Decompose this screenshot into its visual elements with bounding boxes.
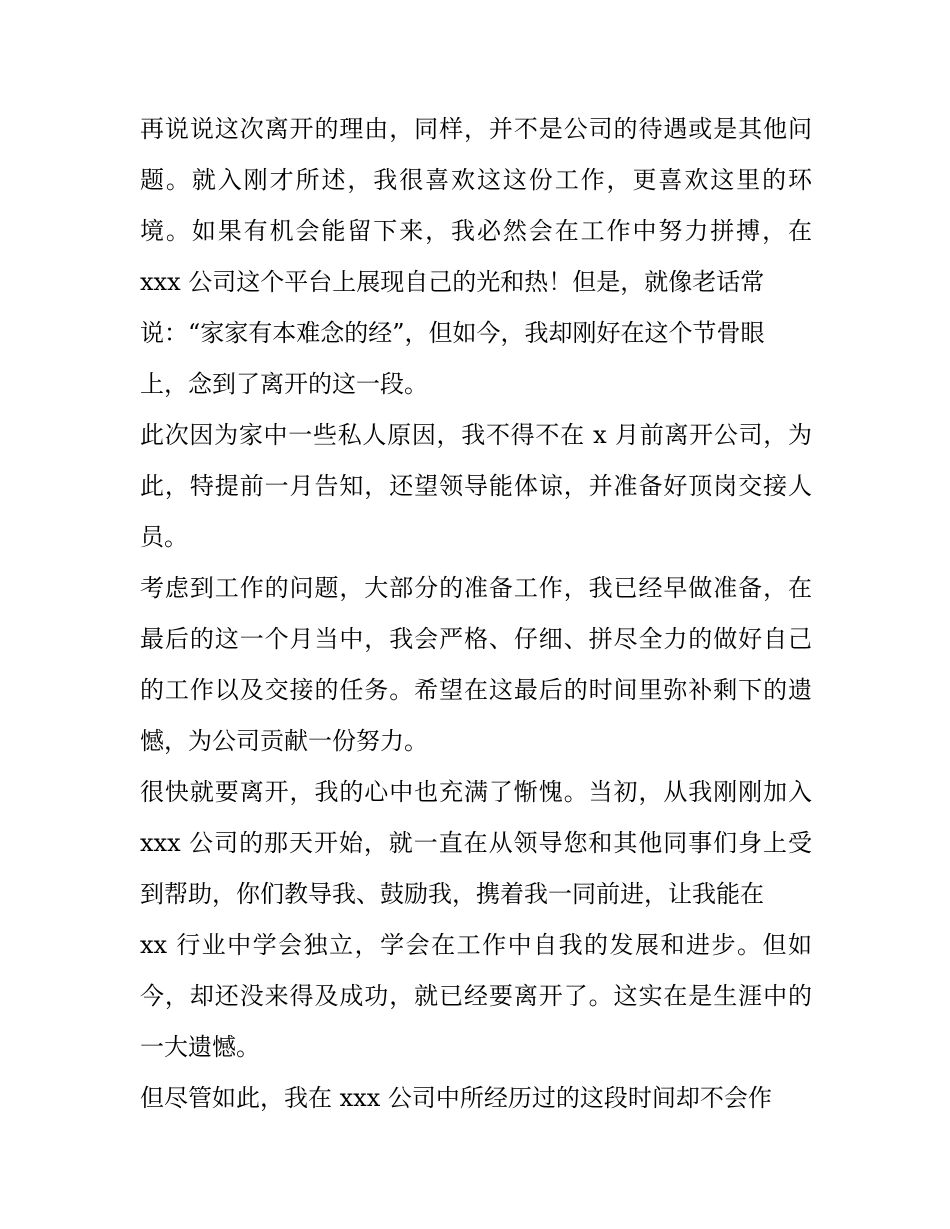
text-line: 此，特提前一月告知，还望领导能体谅，并准备好顶岗交接人 <box>140 472 812 500</box>
paragraph-1 <box>140 104 812 410</box>
paragraph-5 <box>140 1073 812 1124</box>
text-line: 最后的这一个月当中，我会严格、仔细、拼尽全力的做好自己 <box>140 625 812 653</box>
text-line: 很快就要离开，我的心中也充满了惭愧。当初，从我刚刚加入 <box>140 778 812 806</box>
text-line: 今，却还没来得及成功，就已经要离开了。这实在是生涯中的 <box>140 982 812 1010</box>
text-line: xxx 公司的那天开始，就一直在从领导您和其他同事们身上受 <box>140 829 812 857</box>
paragraph-4 <box>140 767 812 1073</box>
text-line: 考虑到工作的问题，大部分的准备工作，我已经早做准备，在 <box>140 574 812 602</box>
text-line: 到帮助，你们教导我、鼓励我，携着我一同前进，让我能在 <box>140 880 764 908</box>
paragraph-3 <box>140 563 812 767</box>
document-body <box>140 104 812 1124</box>
text-line: 说：“家家有本难念的经”，但如今，我却刚好在这个节骨眼 <box>140 319 765 347</box>
text-line: xxx 公司这个平台上展现自己的光和热！但是，就像老话常 <box>140 268 765 296</box>
paragraph-2 <box>140 410 812 563</box>
text-line: xx 行业中学会独立，学会在工作中自我的发展和进步。但如 <box>140 931 812 959</box>
text-line: 再说说这次离开的理由，同样，并不是公司的待遇或是其他问 <box>140 115 812 143</box>
text-line: 的工作以及交接的任务。希望在这最后的时间里弥补剩下的遗 <box>140 676 812 704</box>
text-line: 一大遗憾。 <box>140 1033 260 1061</box>
text-line: 题。就入刚才所述，我很喜欢这这份工作，更喜欢这里的环 <box>140 166 812 194</box>
text-line: 憾，为公司贡献一份努力。 <box>140 727 428 755</box>
text-line: 上，念到了离开的这一段。 <box>140 370 428 398</box>
text-line: 员。 <box>140 523 188 551</box>
text-line: 但尽管如此，我在 xxx 公司中所经历过的这段时间却不会作 <box>140 1084 772 1112</box>
text-line: 境。如果有机会能留下来，我必然会在工作中努力拼搏，在 <box>140 217 812 245</box>
text-line: 此次因为家中一些私人原因，我不得不在 x 月前离开公司，为 <box>140 421 812 449</box>
